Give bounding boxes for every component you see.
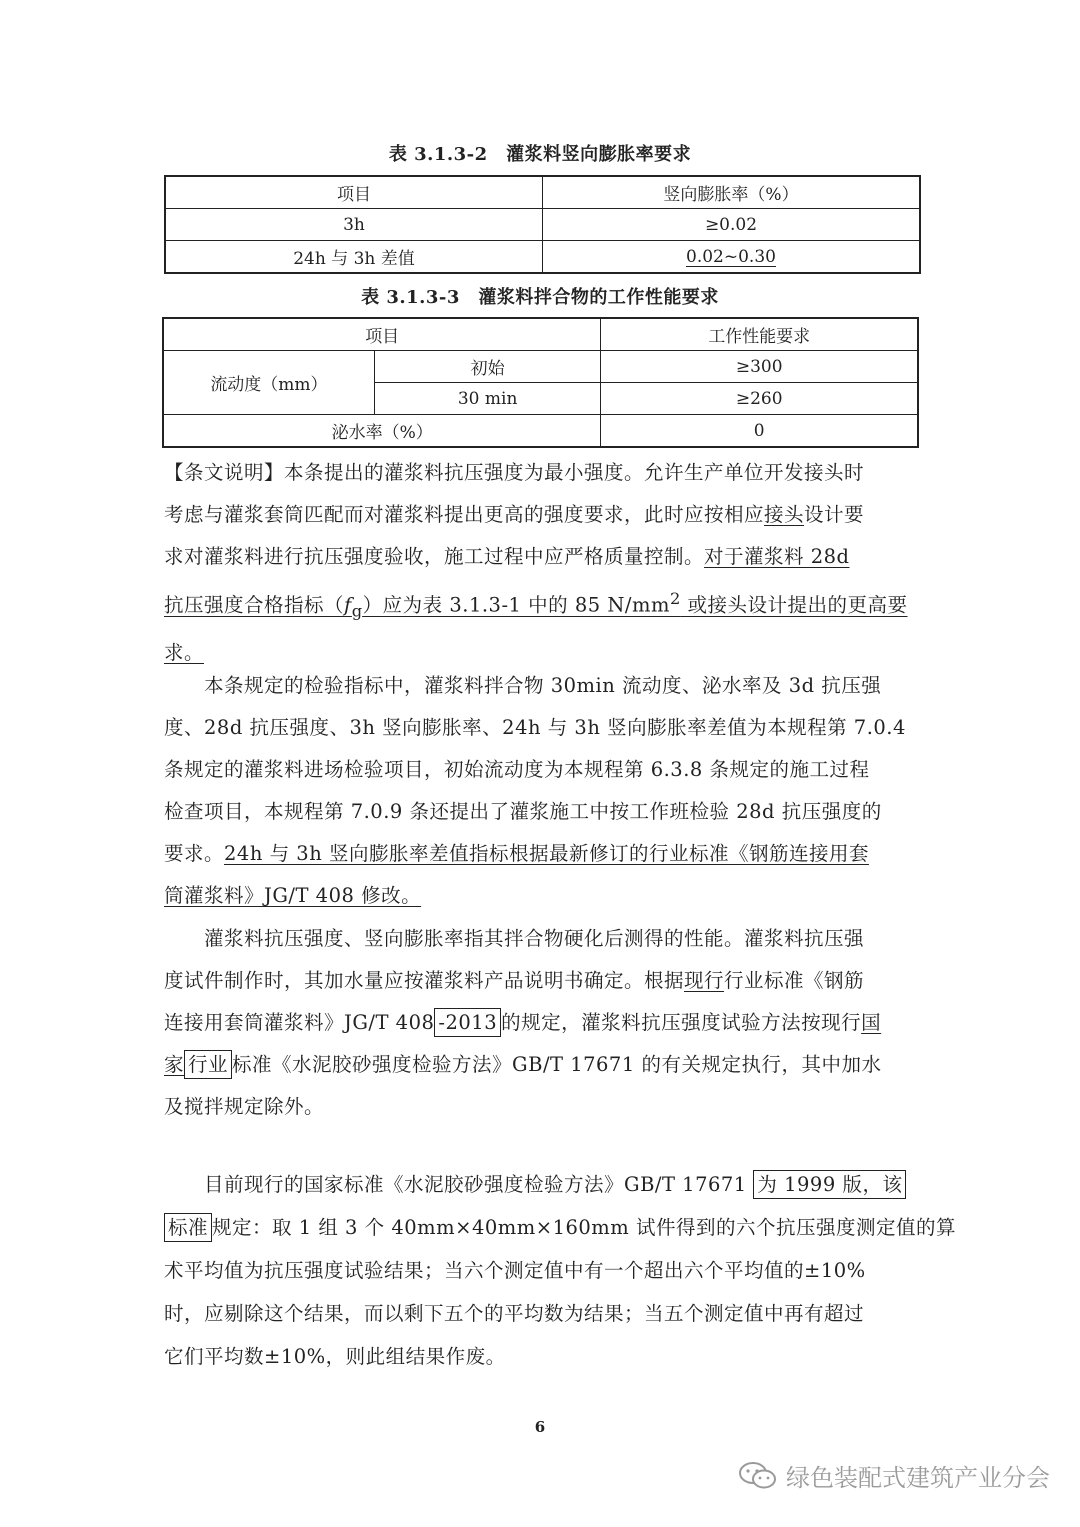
text-line: 检查项目，本规程第 7.0.9 条还提出了灌浆施工中按工作班检验 28d 抗压强度的: [164, 800, 882, 823]
text-line: 条规定的灌浆料进场检验项目，初始流动度为本规程第 6.3.8 条规定的施工过程: [164, 758, 870, 781]
vertical-expansion-table: [164, 175, 921, 274]
table-cell: 初始: [374, 351, 601, 383]
table-row: [163, 318, 918, 351]
text-line: 及搅拌规定除外。: [164, 1095, 325, 1118]
text-line: 灌浆料抗压强度、竖向膨胀率指其拌合物硬化后测得的性能。灌浆料抗压强: [204, 927, 865, 950]
text-line: 筒灌浆料》JG/T 408 修改。: [164, 884, 422, 907]
watermark: [738, 1458, 1050, 1493]
explanation-paragraph-1: [164, 452, 916, 674]
text-line: 抗压强度合格指标$(f_g)$应为表 3.1.3-1 中的 85 $N/mm^2$ 或接头设计提出的更高要: [164, 589, 908, 621]
revision-box: -2013: [434, 1008, 501, 1037]
text-line: 目前现行的国家标准《水泥胶砂强度检验方法》GB/T 17671 为 1999 版，该: [164, 1163, 916, 1206]
explanation-paragraph-2: [164, 665, 916, 917]
explanation-paragraph-4: [164, 1163, 956, 1378]
revision-box: 行业: [184, 1050, 232, 1079]
table-cell: 30 min: [374, 383, 601, 415]
text-line: 考虑与灌浆套筒匹配而对灌浆料提出更高的强度要求，此时应按相应接头设计要: [164, 503, 865, 526]
text-line: 家 行业 标准《水泥胶砂强度检验方法》GB/T 17671 的有关规定执行，其中加水: [164, 1044, 916, 1086]
table-cell: [543, 241, 921, 274]
text-line: 求对灌浆料进行抗压强度验收，施工过程中应严格质量控制。对于灌浆料 28d: [164, 545, 850, 568]
table-row: [165, 176, 920, 209]
table-cell: 24h 与 3h 差值: [165, 241, 543, 274]
page-number: 6: [534, 1418, 546, 1436]
text-line: 术平均值为抗压强度试验结果；当六个测定值中有一个超出六个平均值的±10%: [164, 1259, 866, 1282]
table-header-cell: 项目: [163, 318, 601, 351]
watermark-text: 绿色装配式建筑产业分会: [786, 1464, 1050, 1492]
text-line: 标准 规定：取 1 组 3 个 40mm×40mm×160mm 试件得到的六个抗压强度测定值的算: [164, 1206, 916, 1249]
table-cell: ≥260: [601, 383, 918, 415]
revision-box: 标准: [164, 1213, 212, 1242]
explanation-paragraph-3: [164, 918, 916, 1128]
text-line: 时，应剔除这个结果，而以剩下五个的平均数为结果；当五个测定值中再有超过: [164, 1302, 865, 1325]
workability-table: [162, 317, 919, 448]
table2-caption: 表 3.1.3-3 灌浆料拌合物的工作性能要求: [361, 287, 719, 308]
text-line: 要求。24h 与 3h 竖向膨胀率差值指标根据最新修订的行业标准《钢筋连接用套: [164, 842, 869, 865]
underlined-value: 0.02~0.30: [686, 246, 776, 267]
revision-box: 为 1999 版，该: [753, 1170, 906, 1199]
table-row: [163, 415, 918, 448]
table-cell: 流动度（mm）: [163, 351, 374, 415]
text-line: 求。: [164, 641, 205, 665]
text-line: 连接用套筒灌浆料》JG/T 408 -2013 的规定，灌浆料抗压强度试验方法按现行国: [164, 1002, 916, 1044]
table-header-cell: 项目: [165, 176, 543, 209]
table-row: [165, 209, 920, 241]
table-row: [163, 351, 918, 383]
table-header-cell: 工作性能要求: [601, 318, 918, 351]
table-cell: ≥300: [601, 351, 918, 383]
table-header-cell: 竖向膨胀率（%）: [543, 176, 921, 209]
table-cell: ≥0.02: [543, 209, 921, 241]
text-line: 度、28d 抗压强度、3h 竖向膨胀率、24h 与 3h 竖向膨胀率差值为本规程第 7.0.4: [164, 716, 906, 739]
table-cell: 3h: [165, 209, 543, 241]
table-cell: 0: [601, 415, 918, 448]
table1-caption: 表 3.1.3-2 灌浆料竖向膨胀率要求: [388, 144, 692, 165]
text-line: 它们平均数±10%，则此组结果作废。: [164, 1345, 506, 1368]
wechat-icon: [738, 1461, 778, 1491]
table-cell: 泌水率（%）: [163, 415, 601, 448]
text-line: 度试件制作时，其加水量应按灌浆料产品说明书确定。根据现行行业标准《钢筋: [164, 969, 865, 992]
text-line: 【条文说明】本条提出的灌浆料抗压强度为最小强度。允许生产单位开发接头时: [164, 461, 865, 484]
table-row: [165, 241, 920, 274]
text-line: 本条规定的检验指标中，灌浆料拌合物 30min 流动度、泌水率及 3d 抗压强: [204, 674, 882, 697]
